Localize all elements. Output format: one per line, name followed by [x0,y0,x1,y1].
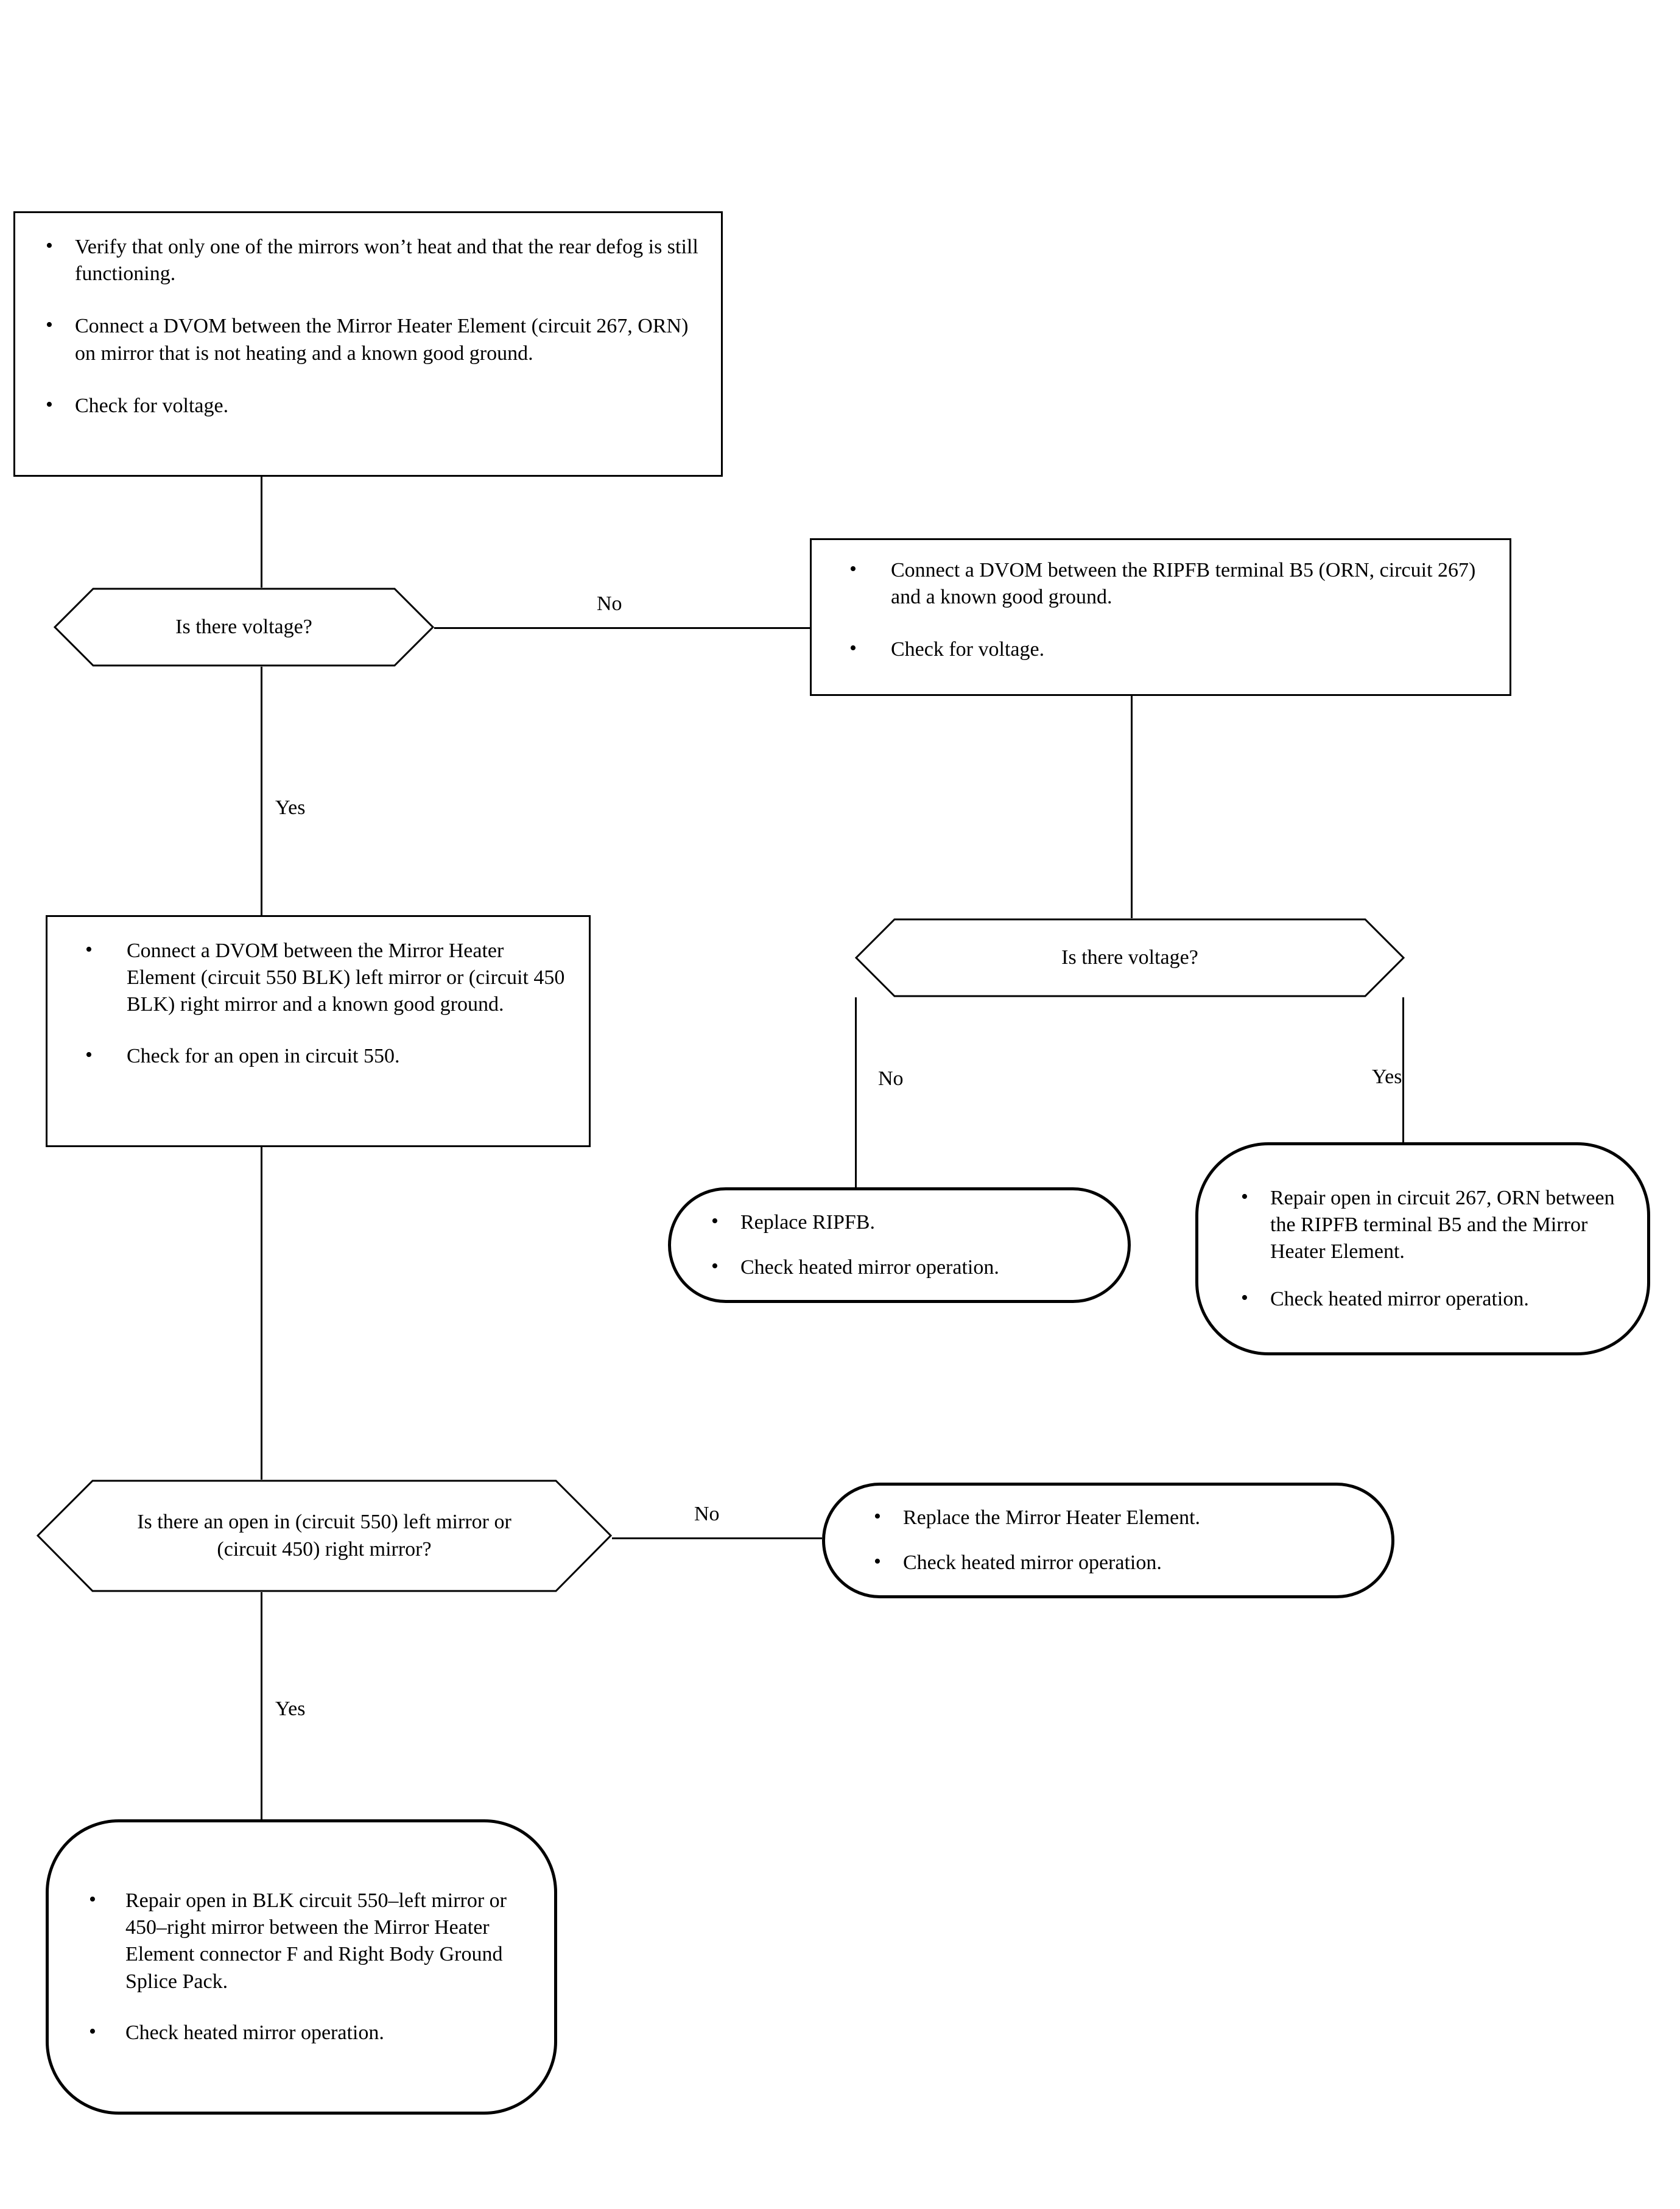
node-repair-circuit-267 [1195,1142,1650,1355]
replace-element-bullet-2: • Check heated mirror operation. [856,1550,1357,1576]
node-decision-open-circuit [37,1480,612,1592]
replace-ripfb-bullet-1: • Replace RIPFB. [693,1209,1094,1236]
replace-ripfb-bullet-2: • Check heated mirror operation. [693,1254,1094,1281]
node-decision-voltage-2 [855,918,1405,997]
repair-blk-bullet-1: • Repair open in BLK circuit 550–left mirror or 450–right mirror between the Mirror Heater Element connector F and Right Body Ground Splice Pack. [73,1888,520,1995]
edge-label-decision1-yes: Yes [275,796,306,819]
connector-decision1-yes [261,648,262,915]
repair-blk-bullet-2: • Check heated mirror operation. [73,2020,520,2046]
repair-267-bullet-2: • Check heated mirror operation. [1223,1286,1623,1313]
connector-decision3-yes [261,1588,262,1819]
decision1-label: Is there voltage? [175,615,312,638]
start-bullet-1: • Verify that only one of the mirrors won’t heat and that the rear defog is still functioning. [27,234,703,287]
ripfb-bullet-1: • Connect a DVOM between the RIPFB terminal B5 (ORN, circuit 267) and a known good ground. [824,557,1491,611]
edge-label-decision2-yes: Yes [1372,1066,1402,1088]
ground-test-bullet-list [67,938,571,1070]
node-start [13,211,723,477]
start-bullet-list [27,234,703,420]
edge-label-decision3-no: No [694,1503,720,1525]
node-ground-test [46,915,591,1147]
decision2-label: Is there voltage? [1061,946,1198,969]
ripfb-bullet-2: • Check for voltage. [824,636,1491,663]
repair-blk-bullet-list [73,1888,520,2046]
replace-element-bullet-1: • Replace the Mirror Heater Element. [856,1505,1357,1531]
ground-test-bullet-2: • Check for an open in circuit 550. [67,1043,571,1070]
replace-ripfb-bullet-list [693,1209,1094,1281]
connector-decision2-no-v [855,958,857,1224]
node-decision-voltage-1 [54,588,434,667]
edge-label-decision1-no: No [597,592,622,615]
node-repair-blk-circuit [46,1819,557,2115]
start-bullet-3: • Check for voltage. [27,393,703,420]
node-replace-mirror-heater-element [822,1483,1394,1598]
node-ripfb-test [810,538,1511,696]
connector-groundtest-to-decision3 [261,1147,262,1512]
repair-267-bullet-list [1223,1185,1623,1313]
replace-element-bullet-list [856,1505,1357,1576]
decision3-label: Is there an open in (circuit 550) left mirror or (circuit 450) right mirror? [137,1510,511,1561]
repair-267-bullet-1: • Repair open in circuit 267, ORN between the RIPFB terminal B5 and the Mirror Heater Element. [1223,1185,1623,1266]
ripfb-bullet-list [824,557,1491,664]
start-bullet-2: • Connect a DVOM between the Mirror Heater Element (circuit 267, ORN) on mirror that is not heating and a known good ground. [27,313,703,367]
edge-label-decision2-no: No [878,1067,904,1090]
edge-label-decision3-yes: Yes [275,1698,306,1720]
connector-decision1-no [434,627,810,629]
ground-test-bullet-1: • Connect a DVOM between the Mirror Heater Element (circuit 550 BLK) left mirror or (circuit 450 BLK) right mirror and a known good ground. [67,938,571,1019]
node-replace-ripfb [668,1187,1131,1303]
connector-decision3-no [612,1537,822,1539]
